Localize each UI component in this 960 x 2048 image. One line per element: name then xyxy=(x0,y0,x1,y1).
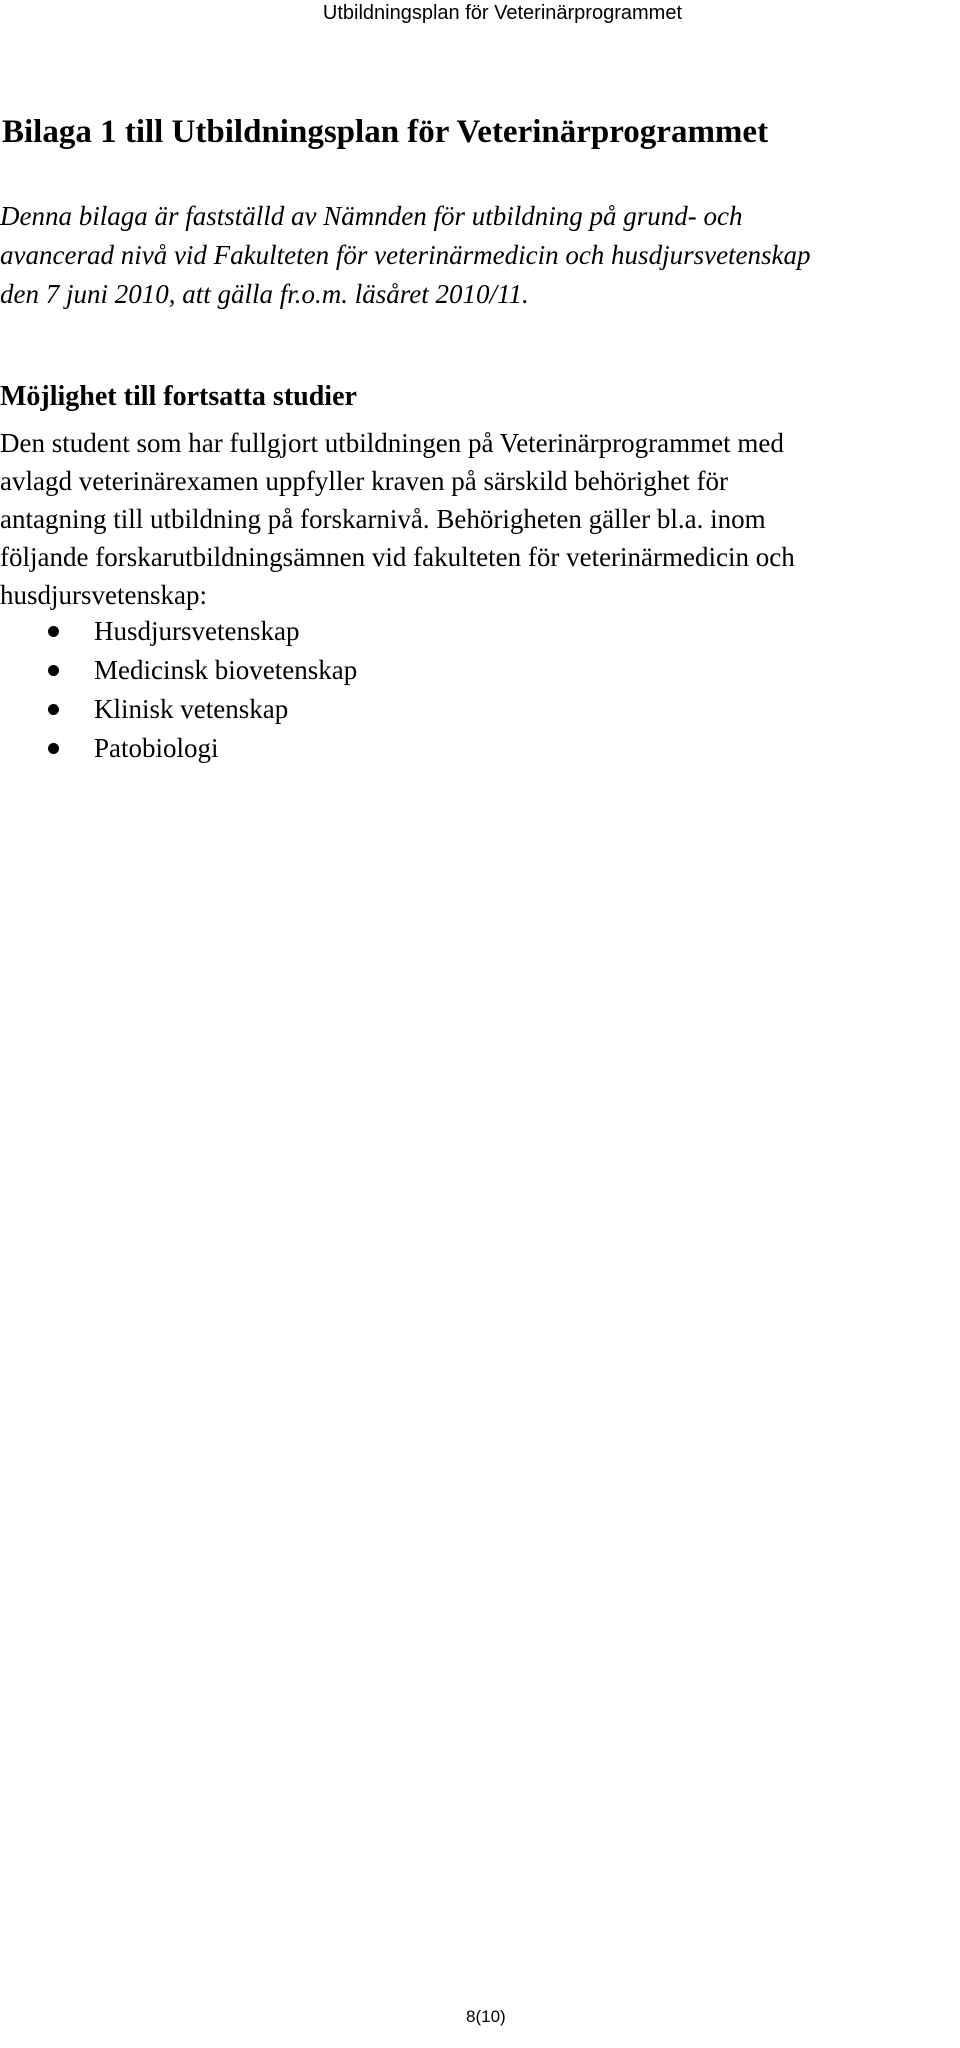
document-title: Bilaga 1 till Utbildningsplan för Veterinärprogrammet xyxy=(2,114,769,150)
bullet-icon xyxy=(48,743,59,754)
list-item-label: Patobiologi xyxy=(94,733,219,763)
subject-list xyxy=(0,612,357,768)
paragraph-line: Den student som har fullgjort utbildningen på Veterinärprogrammet med xyxy=(0,428,784,458)
list-item xyxy=(0,729,357,768)
bullet-icon xyxy=(48,704,59,715)
section-heading: Möjlighet till fortsatta studier xyxy=(0,381,357,412)
list-item-label: Klinisk vetenskap xyxy=(94,694,289,724)
list-item xyxy=(0,690,357,729)
intro-line: avancerad nivå vid Fakulteten för veterinärmedicin och husdjursvetenskap xyxy=(0,240,811,270)
list-item-label: Medicinsk biovetenskap xyxy=(94,655,358,685)
running-header: Utbildningsplan för Veterinärprogrammet xyxy=(322,2,682,24)
list-item-label: Husdjursvetenskap xyxy=(94,616,300,646)
bullet-icon xyxy=(48,665,59,676)
intro-paragraph xyxy=(0,197,811,314)
intro-line: den 7 juni 2010, att gälla fr.o.m. läsåret 2010/11. xyxy=(0,279,529,309)
section-paragraph xyxy=(0,424,795,614)
list-item xyxy=(0,651,357,690)
paragraph-line: husdjursvetenskap: xyxy=(0,580,207,610)
intro-line: Denna bilaga är fastställd av Nämnden för utbildning på grund- och xyxy=(0,201,743,231)
list-item xyxy=(0,612,357,651)
paragraph-line: avlagd veterinärexamen uppfyller kraven på särskild behörighet för xyxy=(0,466,728,496)
bullet-icon xyxy=(48,626,59,637)
paragraph-line: följande forskarutbildningsämnen vid fakulteten för veterinärmedicin och xyxy=(0,542,795,572)
page-number: 8(10) xyxy=(466,2007,506,2026)
paragraph-line: antagning till utbildning på forskarnivå. Behörigheten gäller bl.a. inom xyxy=(0,504,766,534)
